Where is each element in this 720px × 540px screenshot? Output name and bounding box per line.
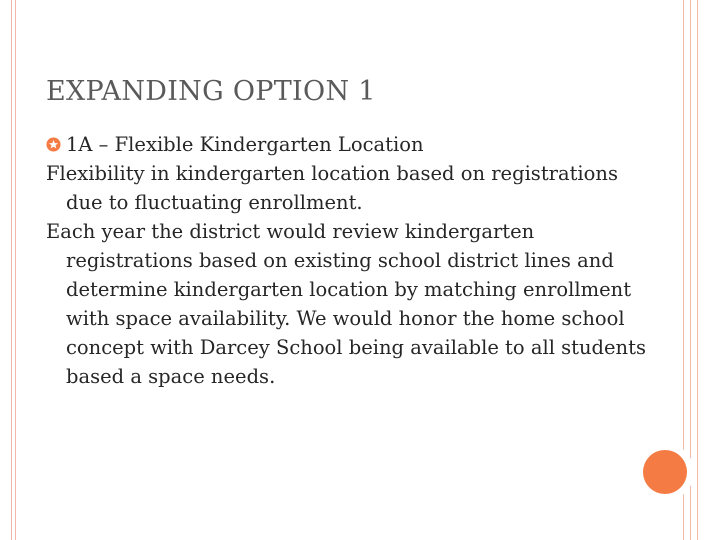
paragraph-flexibility: Flexibility in kindergarten location based on registrations due to fluctuating enrollment. (46, 162, 618, 214)
paragraph-annual-review: Each year the district would review kindergarten registrations based on existing school district lines and determine kindergarten location by matching enrollment with space availability. We would honor the home school concept with Darcey School being available to all students based a space needs. (46, 220, 646, 388)
slide-title: EXPANDING OPTION 1 (46, 76, 376, 107)
bullet-label: 1A – Flexible Kindergarten Location (66, 133, 424, 156)
star-bullet-icon (46, 137, 61, 152)
slide-content (46, 130, 656, 391)
frame-line-left-inner (15, 0, 16, 540)
bullet-item (46, 130, 656, 159)
decorative-circle (643, 450, 687, 494)
frame-line-left-outer (11, 0, 12, 540)
frame-line-right-3 (697, 0, 698, 540)
